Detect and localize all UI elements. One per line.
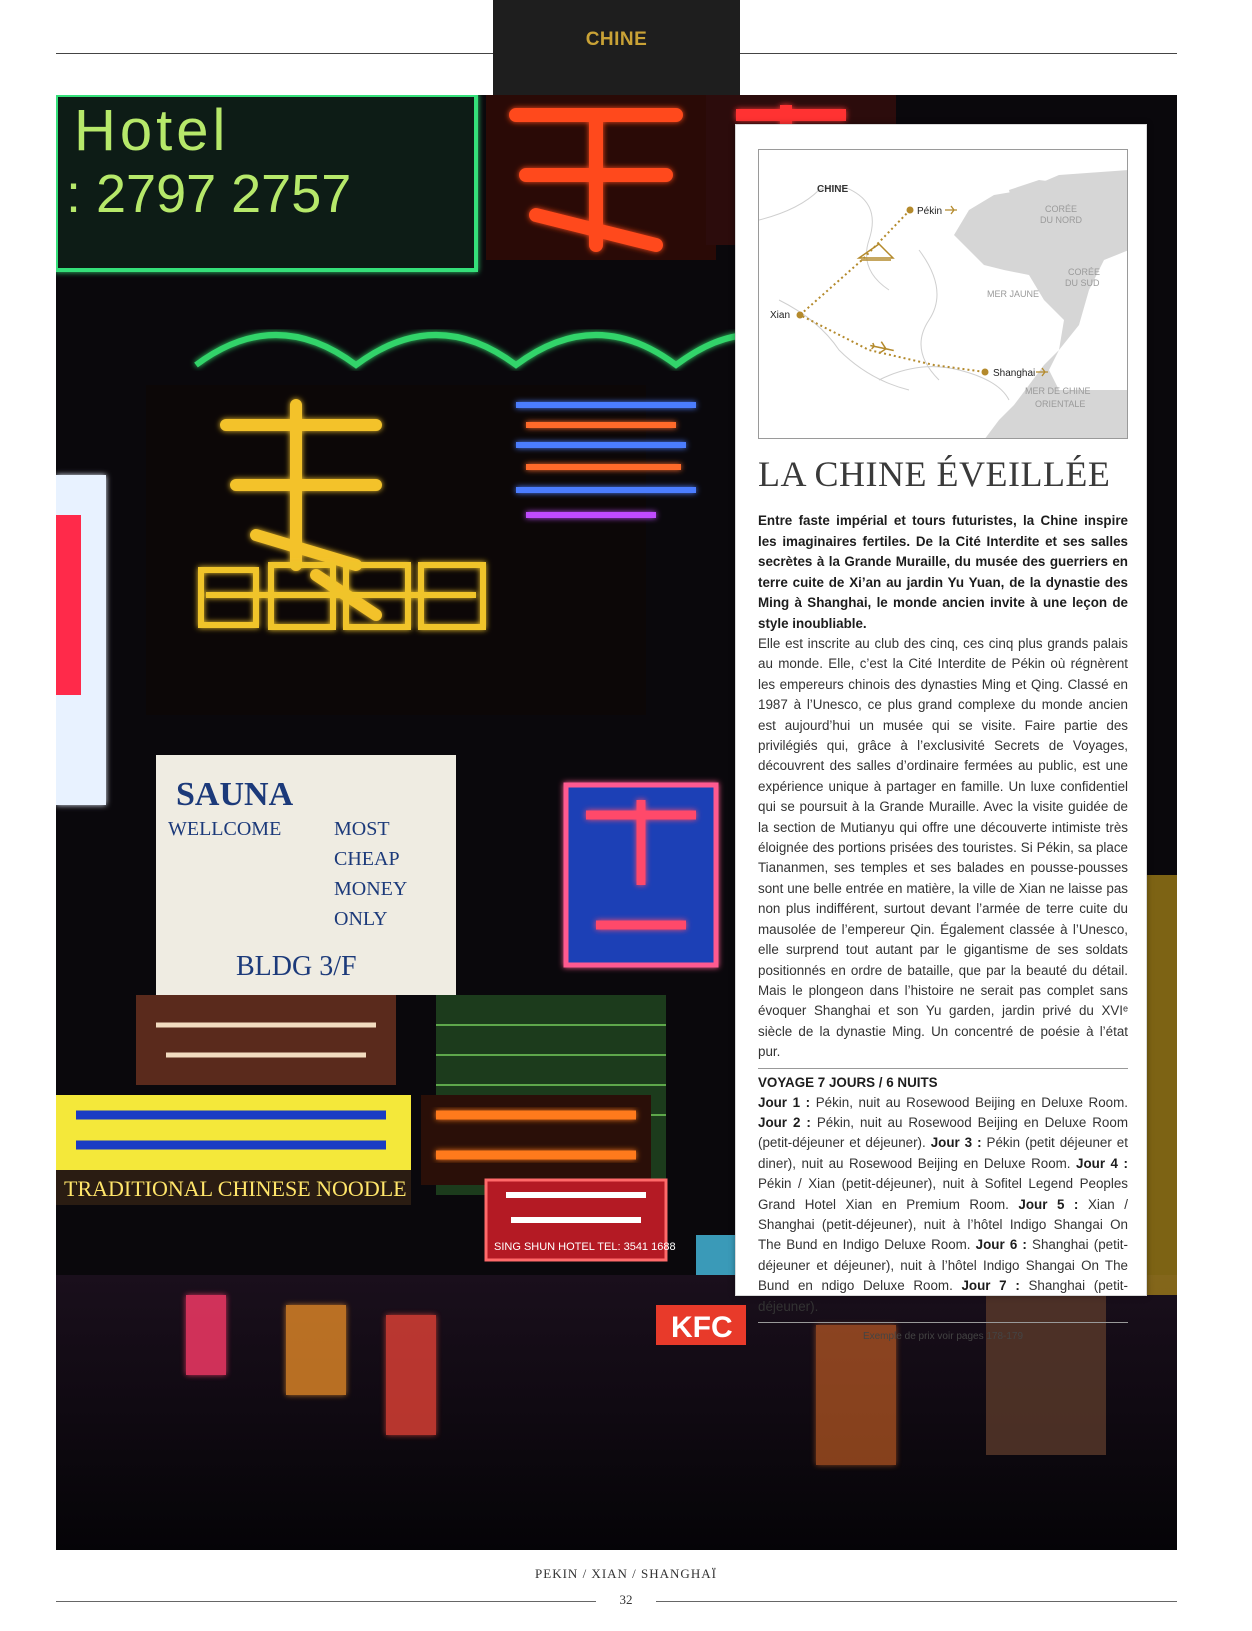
route-map [758,149,1128,439]
map-label-shanghai: Shanghai [993,368,1036,379]
day-label: Jour 4 : [1076,1155,1128,1171]
top-rule-left [56,53,493,54]
day-label: Jour 7 : [961,1278,1020,1294]
trip-title: VOYAGE 7 JOURS / 6 NUITS [758,1074,938,1090]
day-label: Jour 5 : [1018,1196,1079,1212]
only-sign: ONLY [334,908,388,930]
day-text: Pékin, nuit au Rosewood Beijing en Deluxe Room (petit-déjeuner et déjeuner). [758,1114,1128,1151]
day-text: Shanghai (petit-déjeuner et déjeuner), nuit à l’hôtel Indigo Shangai On The Bund en ndigo Deluxe Room. [758,1237,1128,1294]
footer-title: PEKIN / XIAN / SHANGHAÏ [535,1566,717,1581]
city-dot-xian [797,312,804,319]
page-number: 32 [596,1592,656,1608]
day-label: Jour 6 : [975,1237,1027,1253]
most-sign: MOST [334,818,390,840]
sauna-sign: SAUNA [176,776,294,813]
cheap-sign: CHEAP [334,848,400,870]
divider [758,1322,1128,1323]
bldg-sign: BLDG 3/F [236,951,357,982]
city-dot-shanghai [982,369,989,376]
article-body [758,511,1128,1342]
sing-shun-sign: SING SHUN HOTEL TEL: 3541 1688 [494,1241,676,1253]
hotel-sign-word: Hotel [74,98,230,163]
noodle-sign: TRADITIONAL CHINESE NOODLE [64,1176,407,1201]
map-label-east-sea-2: ORIENTALE [1035,399,1086,409]
article-text: Elle est inscrite au club des cinq, ces cinq plus grands palais au monde. Elle, c’est la Cité Interdite de Pékin où régnèrent les empereurs chinois des dynasties Ming et Qing. Classé en 1987 à l’Unesco, ce plus grand complexe du monde ancien est aujourd’hui un musée qui se visite. Faire partie des privilégiés qui, grâce à l’exclusivité Secrets de Voyages, découvrent des salles d’ordinaire fermées au public, est une expérience unique à partager en famille. Un luxe confidentiel qui se poursuit à la Grande Muraille. Avec la visite guidée de la section de Mutianyu qui offre une découverte intimiste très éloignée des portions prisées des touristes. Si Pékin, sa place Tiananmen, ses temples et ses balades en pousse-pousses sont une belle entrée en matière, la ville de Xian ne laisse pas non plus indifférent, surtout devant l’armée de terre cuite du mausolée de l’empereur Qin. Également classée à l’Unesco, elle surprend tout autant par le gigantisme de ses soldats positionnés en ordre de bataille, que par la beauté du détail. Mais le plongeon dans l’histoire ne serait pas complet sans évoquer Shanghai et son Yu garden, jardin privé du XVIᵉ siècle de la dynastie Ming. Un concentré de poésie à l’état pur. [758,636,1128,1060]
day-text: Pékin (petit déjeuner et diner), nuit au Rosewood Beijing en Deluxe Room. [758,1135,1128,1171]
kfc-sign: KFC [671,1311,733,1344]
map-label-pekin: Pékin [917,206,943,217]
map-country-label: CHINE [817,184,849,195]
hotel-sign-number: : 2797 2757 [66,164,352,224]
article-panel [735,124,1147,1342]
map-label-korea-north-1: CORÉE [1045,204,1078,214]
article-intro: Entre faste impérial et tours futuristes, la Chine inspire les imaginaires fertiles. De la Cité Interdite et ses salles secrètes à la Grande Muraille, du musée des guerriers en terre cuite de Xi’an au jardin Yu Yuan, de la dynastie des Ming à Shanghai, le monde ancien invite à une leçon de style inoubliable. [758,513,1128,631]
divider [758,1068,1128,1069]
day-text: Shanghai (petit-déjeuner). [758,1278,1128,1314]
itinerary [758,1093,1128,1317]
article-title: LA CHINE ÉVEILLÉE [758,454,1111,494]
map-label-xian: Xian [770,310,791,321]
top-rule-right [740,53,1177,54]
section-label: CHINE [585,28,648,50]
map-label-korea-north-2: DU NORD [1040,215,1082,225]
map-label-korea-south-2: DU SUD [1065,278,1100,288]
price-note: Exemple de prix voir pages 178-179 [862,1331,1024,1342]
section-tab [493,0,740,95]
day-label: Jour 2 : [758,1114,811,1130]
money-sign: MONEY [334,878,408,900]
day-label: Jour 1 : [758,1094,811,1110]
hotel-sign [56,95,476,270]
map-label-korea-south-1: CORÉE [1068,267,1101,277]
map-label-yellow-sea: MER JAUNE [987,289,1040,299]
city-dot-pekin [907,207,914,214]
day-text: Xian / Shanghai (petit-déjeuner), nuit à l’hôtel Indigo Shangai On The Bund en Indigo Deluxe Room. [758,1196,1128,1253]
day-text: Pékin, nuit au Rosewood Beijing en Deluxe Room. [815,1094,1128,1110]
day-text: Pékin / Xian (petit-déjeuner), nuit à Sofitel Legend Peoples Grand Hotel Xian en Premium Room. [758,1176,1128,1212]
day-label: Jour 3 : [930,1135,982,1151]
welcome-sign: WELLCOME [168,818,282,840]
map-label-east-sea-1: MER DE CHINE [1025,386,1091,396]
